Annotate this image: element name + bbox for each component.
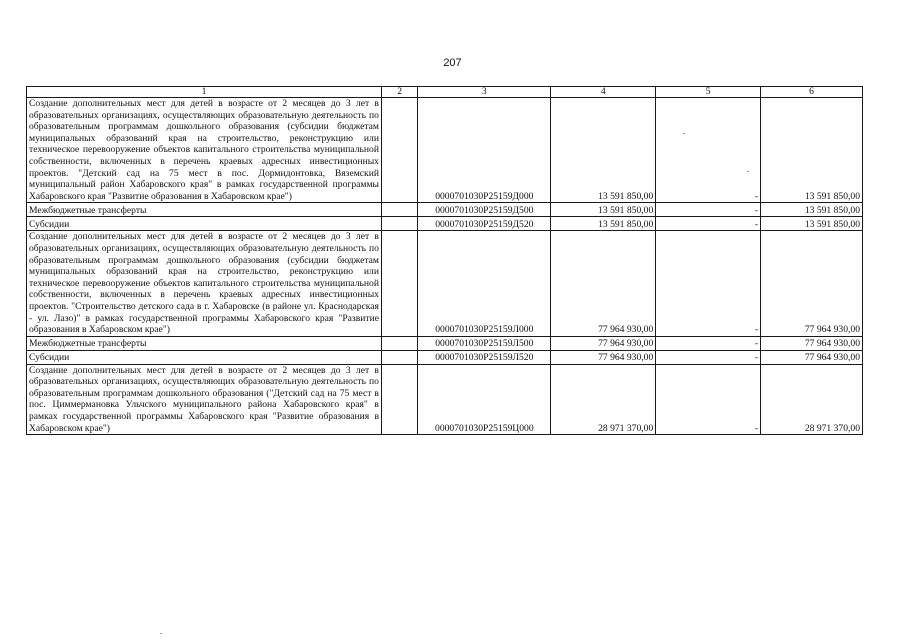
table-row [27, 231, 863, 336]
header-cell: 1 [27, 87, 382, 98]
table-row [27, 336, 863, 350]
row-c2-cell [381, 336, 417, 350]
row-name-cell: Межбюджетные трансферты [27, 203, 382, 217]
row-c6-cell: 13 591 850,00 [761, 203, 863, 217]
header-cell: 5 [656, 87, 761, 98]
row-code-cell: 0000701030P25159Д000 [418, 98, 551, 203]
row-code-cell: 0000701030P25159Д500 [418, 203, 551, 217]
row-c2-cell [381, 231, 417, 336]
row-c4-cell: 13 591 850,00 [551, 203, 656, 217]
row-c5-cell: - [656, 231, 761, 336]
row-code-cell: 0000701030P25159Л500 [418, 336, 551, 350]
row-c4-cell: 77 964 930,00 [551, 350, 656, 364]
page-number: 207 [443, 57, 462, 69]
row-c6-cell: 77 964 930,00 [761, 350, 863, 364]
row-c4-cell: 28 971 370,00 [551, 364, 656, 435]
row-c2-cell [381, 98, 417, 203]
row-name-cell: Субсидии [27, 217, 382, 231]
row-c4-cell: 77 964 930,00 [551, 231, 656, 336]
table-row [27, 203, 863, 217]
row-code-cell: 0000701030P25159Л520 [418, 350, 551, 364]
row-c5-cell: - [656, 336, 761, 350]
table-row [27, 364, 863, 435]
table-row [27, 98, 863, 203]
budget-table [26, 86, 863, 435]
scan-speck [160, 633, 162, 634]
row-c5-cell: - [656, 203, 761, 217]
row-c5-cell: - [656, 98, 761, 203]
table-row [27, 217, 863, 231]
row-code-cell: 0000701030P25159Л000 [418, 231, 551, 336]
row-c6-cell: 13 591 850,00 [761, 217, 863, 231]
row-name-cell: Субсидии [27, 350, 382, 364]
row-c4-cell: 13 591 850,00 [551, 98, 656, 203]
row-code-cell: 0000701030P25159Д520 [418, 217, 551, 231]
row-c5-cell: - [656, 217, 761, 231]
row-name-cell: Создание дополнительных мест для детей в возрасте от 2 месяцев до 3 лет в образовательных организациях, осуществляющих образовательную деятельность по образовательным программам дошкольного образования ("Детский сад на 75 мест в пос. Циммермановка Ульчского муниципального района Хабаровского края" в рамках государственной программы Хабаровского края "Развитие образования в Хабаровском крае") [27, 364, 382, 435]
header-cell: 3 [418, 87, 551, 98]
row-c6-cell: 28 971 370,00 [761, 364, 863, 435]
row-code-cell: 0000701030P25159Ц000 [418, 364, 551, 435]
scan-speck [747, 171, 749, 172]
row-name-cell: Создание дополнительных мест для детей в возрасте от 2 месяцев до 3 лет в образовательных организациях, осуществляющих образовательную деятельность по образовательным программам дошкольного образования (субсидии бюджетам муниципальных образований края на строительство, реконструкцию или техническое перевооружение объектов капитального строительства муниципальной собственности, включенных в перечень краевых адресных инвестиционных проектов. "Детский сад на 75 мест в пос. Дормидонтовка, Вяземский муниципальный район Хабаровского края" в рамках государственной программы Хабаровского края "Развитие образования в Хабаровском крае") [27, 98, 382, 203]
table-header-row [27, 87, 863, 98]
row-c2-cell [381, 217, 417, 231]
row-c6-cell: 77 964 930,00 [761, 336, 863, 350]
scan-speck [683, 133, 685, 134]
row-name-cell: Межбюджетные трансферты [27, 336, 382, 350]
row-c5-cell: - [656, 350, 761, 364]
table-row [27, 350, 863, 364]
row-c2-cell [381, 364, 417, 435]
header-cell: 2 [381, 87, 417, 98]
row-c2-cell [381, 350, 417, 364]
row-c5-cell: - [656, 364, 761, 435]
header-cell: 4 [551, 87, 656, 98]
row-name-cell: Создание дополнительных мест для детей в возрасте от 2 месяцев до 3 лет в образовательных организациях, осуществляющих образовательную деятельность по образовательным программам дошкольного образования (субсидии бюджетам муниципальных образований края на строительство, реконструкцию или техническое перевооружение объектов капитального строительства муниципальной собственности, включенных в перечень краевых адресных инвестиционных проектов. "Строительство детского сада в г. Хабаровске (в районе ул. Краснодарская - ул. Лазо)" в рамках государственной программы Хабаровского края "Развитие образования в Хабаровском крае") [27, 231, 382, 336]
row-c6-cell: 77 964 930,00 [761, 231, 863, 336]
row-c2-cell [381, 203, 417, 217]
row-c6-cell: 13 591 850,00 [761, 98, 863, 203]
row-c4-cell: 13 591 850,00 [551, 217, 656, 231]
header-cell: 6 [761, 87, 863, 98]
row-c4-cell: 77 964 930,00 [551, 336, 656, 350]
